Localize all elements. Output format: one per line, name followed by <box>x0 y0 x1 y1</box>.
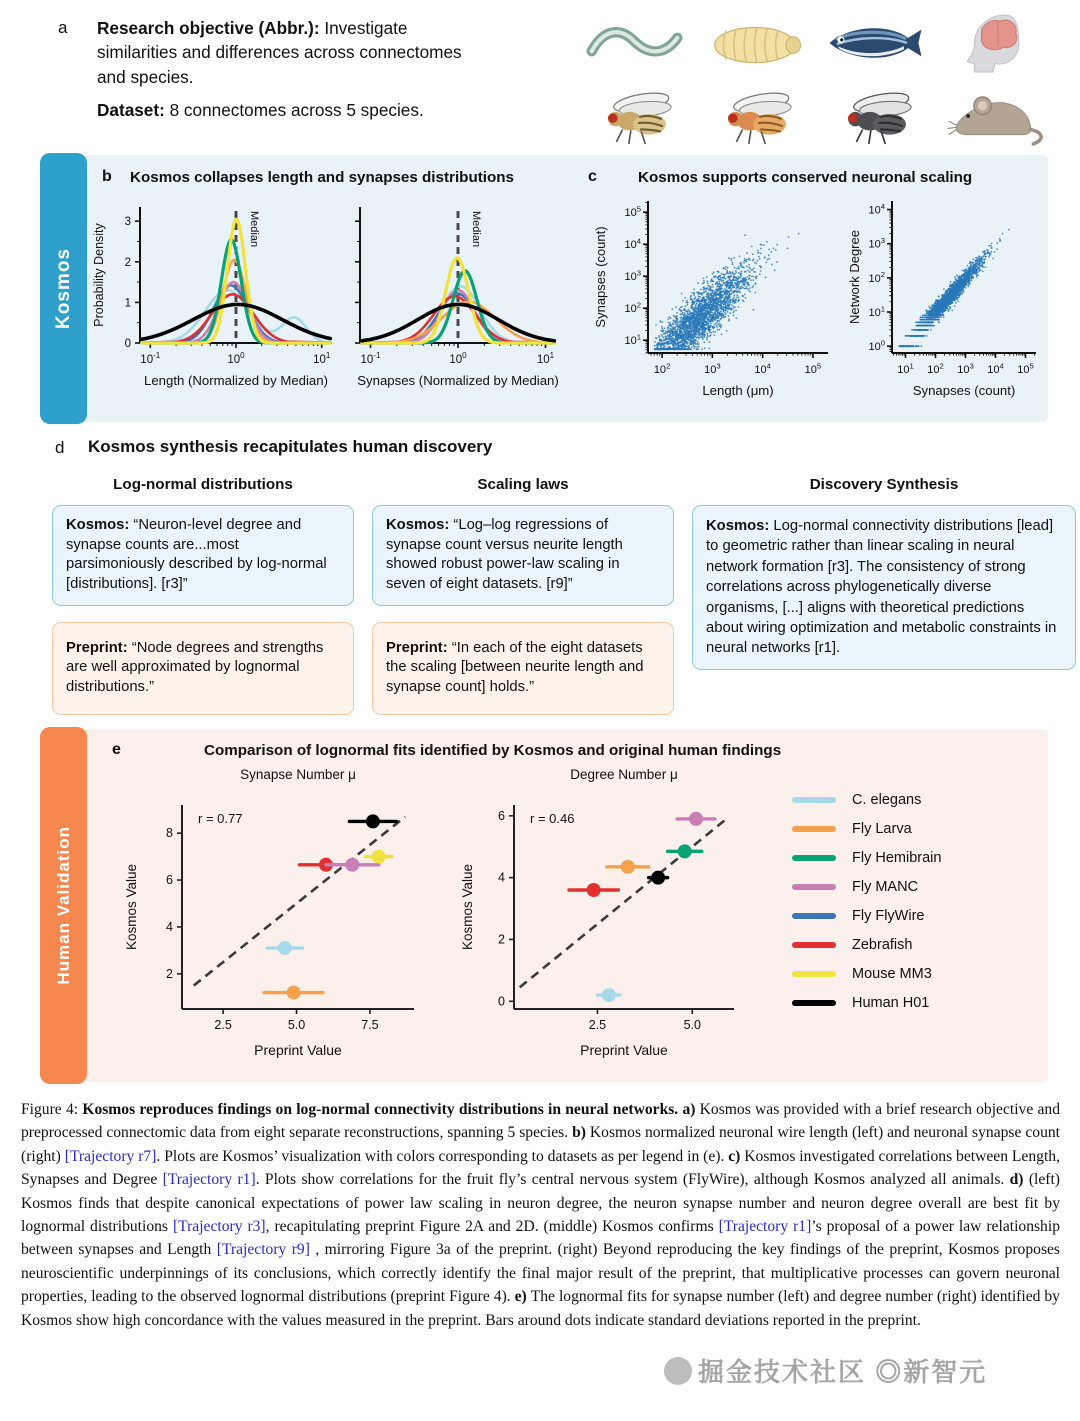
legend-marker <box>792 797 836 803</box>
svg-text:105: $10^5$ <box>624 204 641 220</box>
caption-text: b) <box>572 1124 590 1142</box>
preprint-quote-text: “Node degrees and strengths are well approximated by lognormal distributions.” <box>66 639 324 696</box>
kosmos-lead: Kosmos: <box>386 517 450 533</box>
svg-text:103: $10^3$ <box>704 361 721 376</box>
caption-text: Kosmos was provided with a brief research objective and preprocessed connectomic data from eight separate reconstructions, spanning 5 species. <box>21 1101 1061 1142</box>
caption-text: Figure 4: <box>21 1101 83 1118</box>
larva-icon <box>703 12 807 74</box>
preprint-lognormal-quote <box>52 622 354 715</box>
preprint-scaling-quote <box>372 622 674 715</box>
synthesis-column-header: Discovery Synthesis <box>809 476 959 493</box>
kosmos-synthesis-body: Log-normal connectivity distributions [lead] to geometric rather than linear scaling in neural network formation [r3]. The consistency of strong correlations across phylogenetically diverse organisms, [...] aligns with theoretical predictions about wiring optimization and metabolic constraints in neural networks [r1]. <box>706 518 1057 657</box>
scaling-column <box>372 476 674 715</box>
watermark-logo <box>664 1357 692 1385</box>
svg-text:2: 2 <box>124 256 131 269</box>
svg-text:3: 3 <box>124 216 131 229</box>
dataset-body: 8 connectomes across 5 species. <box>164 100 424 121</box>
scatter-synapses-degree-chart <box>846 189 1048 419</box>
kosmos-quote-text: “Neuron-level degree and synapse counts are...most parsimoniously described by log-normal [distributions]. [r3]” <box>66 517 327 593</box>
svg-text:Synapses (Normalized by Median: Synapses (Normalized by Median) <box>357 373 559 388</box>
legend-item <box>792 908 1042 924</box>
legend-marker <box>792 826 836 832</box>
preprint-lead: Preprint: <box>66 639 128 656</box>
human-brain-icon <box>943 12 1047 74</box>
legend-item <box>792 937 1042 953</box>
legend-marker <box>792 884 836 890</box>
legend-item <box>792 966 1042 982</box>
legend-label: C. elegans <box>852 792 922 808</box>
mouse-icon <box>943 84 1047 146</box>
svg-text:10-1: $10^{-1}$ <box>140 351 161 366</box>
legend-item <box>792 792 1042 808</box>
lognormal-column-header: Log-normal distributions <box>113 476 293 493</box>
kosmos-sidebar <box>40 153 87 424</box>
legend-item <box>792 850 1042 866</box>
kosmos-lead: Kosmos: <box>706 518 770 534</box>
svg-text:Median: Median <box>470 211 482 248</box>
kosmos-sidebar-label: Kosmos <box>52 248 74 329</box>
svg-text:Length (μm): Length (μm) <box>702 383 774 398</box>
caption-text: Kosmos investigated correlations between Length, Synapses and Degree <box>21 1147 1060 1189</box>
research-objective <box>97 16 489 89</box>
dataset-line <box>97 98 489 122</box>
svg-text:0: 0 <box>124 338 131 350</box>
legend-marker <box>792 1000 836 1006</box>
panel-d-title: Kosmos synthesis recapitulates human discovery <box>88 437 493 456</box>
kde-length-chart <box>90 193 344 415</box>
panel-b-title: Kosmos collapses length and synapses distributions <box>130 169 514 186</box>
preprint-quote-text: “In each of the eight datasets the scaling [between neurite length and synapse count] holds.” <box>386 639 644 696</box>
svg-text:101: $10^1$ <box>536 351 555 366</box>
watermark <box>664 1352 987 1389</box>
watermark-text: 掘金技术社区 ◎新智元 <box>698 1357 988 1387</box>
species-legend <box>792 792 1042 1024</box>
legend-label: Fly Larva <box>852 821 912 837</box>
caption-text: e) <box>514 1288 531 1306</box>
panel-b-label: b <box>102 168 112 185</box>
svg-text:100: $10^0$ <box>449 351 467 366</box>
caption-text: ’s proposal of a power law relationship between synapses and Length <box>21 1217 1060 1259</box>
kosmos-synthesis-text <box>692 505 1076 670</box>
dataset-lead: Dataset: <box>97 100 165 121</box>
svg-text:Synapses (count): Synapses (count) <box>593 226 608 328</box>
caption-text: . Plots are Kosmos’ visualization with colors corresponding to datasets as per legend in (e). <box>156 1147 729 1165</box>
synapse-mu-plot <box>120 761 452 1067</box>
caption-text: Kosmos reproduces findings on log-normal connectivity distributions in neural networks. <box>82 1101 683 1118</box>
svg-text:102: $10^2$ <box>624 300 641 316</box>
svg-text:102: $10^2$ <box>653 361 671 376</box>
fly-black-icon <box>823 84 927 146</box>
research-objective-lead: Research objective (Abbr.): <box>97 18 320 38</box>
legend-label: Fly FlyWire <box>852 908 925 924</box>
panel-c-label: c <box>588 168 597 185</box>
svg-text:104: $10^4$ <box>754 361 771 376</box>
legend-label: Mouse MM3 <box>852 966 932 982</box>
legend-item <box>792 995 1042 1011</box>
kosmos-lognormal-quote <box>52 505 354 606</box>
caption-text: (left) Kosmos finds that despite canonical expectations of power law scaling in neuron degree, the neuron synapse number and neuron degree overall are best fit by lognormal distributions <box>21 1171 1060 1235</box>
legend-label: Fly Hemibrain <box>852 850 942 866</box>
synthesis-column <box>692 476 1076 715</box>
fly-yellow-icon <box>583 84 687 146</box>
kosmos-quote-text: “Log–log regressions of synapse count versus neurite length showed robust power-law scaling in seven of eight datasets. [r9]” <box>386 517 623 593</box>
legend-marker <box>792 942 836 948</box>
legend-item <box>792 879 1042 895</box>
panel-c-title: Kosmos supports conserved neuronal scaling <box>638 169 973 186</box>
figure-caption <box>21 1098 1060 1332</box>
legend-label: Human H01 <box>852 995 930 1011</box>
caption-text: a) <box>682 1101 700 1118</box>
kosmos-scaling-quote <box>372 505 674 606</box>
worm-icon <box>583 12 687 74</box>
legend-marker <box>792 913 836 919</box>
caption-text: Kosmos normalized neuronal wire length (left) and neuronal synapse count (right) <box>21 1124 1060 1165</box>
svg-text:1: 1 <box>124 297 131 310</box>
caption-text: c) <box>728 1147 745 1165</box>
degree-mu-plot <box>456 761 768 1067</box>
species-icon-grid <box>583 12 1051 146</box>
scatter-length-synapses-chart <box>592 189 842 419</box>
svg-text:100: $10^0$ <box>227 351 245 366</box>
caption-text: , mirroring Figure 3a of the preprint. (right) Beyond reproducing the key findings of the preprint, Kosmos proposes neuroscientific underpinnings of its conclusions, which correctly identify the final major result of the preprint, that multiplicative processes can govern neuronal properties, leading to the observed lognormal distributions (preprint Figure 4). <box>21 1241 1060 1306</box>
svg-text:104: $10^4$ <box>624 236 641 252</box>
kde-synapses-chart <box>344 193 586 415</box>
svg-text:105: $10^5$ <box>804 361 822 376</box>
legend-label: Fly MANC <box>852 879 919 895</box>
human-validation-sidebar <box>40 727 87 1084</box>
legend-item <box>792 821 1042 837</box>
caption-text: The lognormal fits for synapse number (left) and degree number (right) identified by Kosmos show high concordance with the values measured in the preprint. Bars around dots indicate standard deviations reported in the preprint. <box>21 1288 1060 1329</box>
caption-text: d) <box>1009 1171 1029 1189</box>
svg-text:10-1: $10^{-1}$ <box>360 351 381 366</box>
panel-d <box>40 432 1080 715</box>
panel-d-label: d <box>55 438 65 457</box>
legend-marker <box>792 855 836 861</box>
svg-text:103: $10^3$ <box>624 268 641 284</box>
panel-e-label: e <box>112 741 121 758</box>
preprint-lead: Preprint: <box>386 639 448 656</box>
panel-e-title: Comparison of lognormal fits identified by Kosmos and original human findings <box>204 742 782 759</box>
trajectory-link[interactable]: [Trajectory r7] <box>64 1147 157 1165</box>
panel-a-label: a <box>58 18 68 37</box>
kosmos-section <box>40 153 1048 424</box>
caption-text: . Plots show correlations for the fruit fly’s central nervous system (FlyWire), although Kosmos analyzed all animals. <box>255 1171 1010 1189</box>
legend-label: Zebrafish <box>852 937 913 953</box>
svg-text:Median: Median <box>248 211 260 248</box>
scaling-column-header: Scaling laws <box>477 476 569 493</box>
trajectory-link[interactable]: [Trajectory r9] <box>216 1241 310 1259</box>
svg-text:Probability Density: Probability Density <box>92 223 106 327</box>
caption-text: , recapitulating preprint Figure 2A and 2D. (middle) Kosmos confirms <box>265 1217 719 1235</box>
trajectory-link[interactable]: [Trajectory r1] <box>162 1171 256 1189</box>
human-validation-sidebar-label: Human Validation <box>53 826 73 985</box>
panel-a-text <box>97 16 489 123</box>
kosmos-lead: Kosmos: <box>66 517 130 533</box>
svg-text:101: $10^1$ <box>624 332 641 348</box>
trajectory-link[interactable]: [Trajectory r3] <box>172 1217 266 1235</box>
svg-text:101: $10^1$ <box>313 351 331 366</box>
zebrafish-icon <box>823 12 927 74</box>
svg-text:Length (Normalized by Median): Length (Normalized by Median) <box>144 373 328 388</box>
trajectory-link[interactable]: [Trajectory r1] <box>718 1217 812 1235</box>
fly-orange-icon <box>703 84 807 146</box>
research-objective-body: Investigate similarities and differences across connectomes and species. <box>97 18 462 87</box>
lognormal-column <box>52 476 354 715</box>
legend-marker <box>792 971 836 977</box>
